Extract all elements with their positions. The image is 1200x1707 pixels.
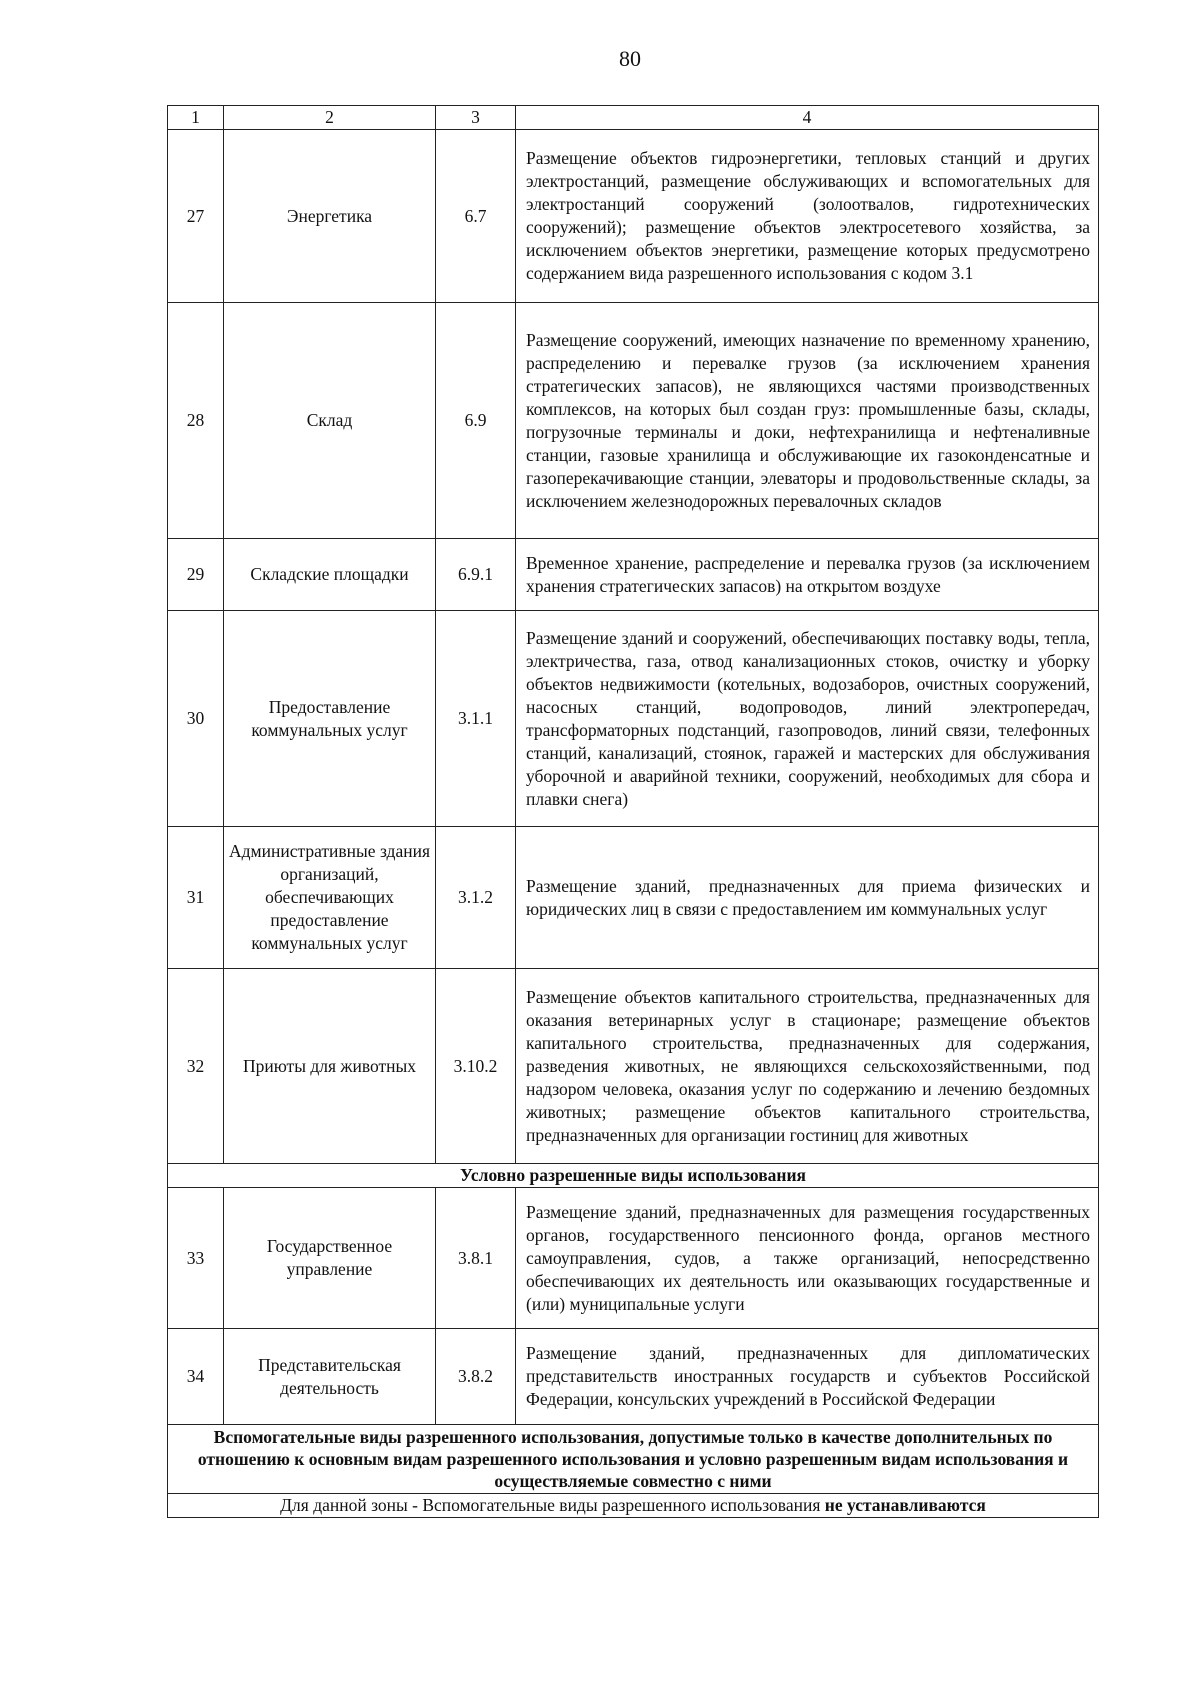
use-type-code: 3.10.2 <box>436 969 516 1164</box>
column-number-3: 3 <box>436 106 516 130</box>
table-row <box>168 130 1099 303</box>
use-type-description: Размещение зданий, предназначенных для размещения государственных органов, государственного пенсионного фонда, органов местного самоуправления, судов, а также организаций, непосредственно обеспечивающих их деятельность или оказывающих государственные и (или) муниципальные услуги <box>516 1188 1099 1329</box>
table-row <box>168 1329 1099 1425</box>
row-number: 33 <box>168 1188 224 1329</box>
use-type-description: Размещение сооружений, имеющих назначение по временному хранению, распределению и перевалке грузов (за исключением хранения стратегических запасов), не являющихся частями производственных комплексов, на которых был создан груз: промышленные базы, склады, погрузочные терминалы и доки, нефтехранилища и нефтеналивные станции, газовые хранилища и обслуживающие их газоконденсатные и газоперекачивающие станции, элеваторы и продовольственные склады, за исключением железнодорожных перевалочных складов <box>516 303 1099 539</box>
section-header-row <box>168 1164 1099 1188</box>
use-type-name: Предоставление коммунальных услуг <box>224 611 436 827</box>
use-type-name: Административные здания организаций, обеспечивающих предоставление коммунальных услуг <box>224 827 436 969</box>
table-row <box>168 827 1099 969</box>
use-type-description: Размещение зданий, предназначенных для приема физических и юридических лиц в связи с предоставлением им коммунальных услуг <box>516 827 1099 969</box>
use-type-description: Размещение зданий и сооружений, обеспечивающих поставку воды, тепла, электричества, газа, отвод канализационных стоков, очистку и уборку объектов недвижимости (котельных, водозаборов, очистных сооружений, насосных станций, водопроводов, линий электропередач, трансформаторных подстанций, газопроводов, линий связи, телефонных станций, канализаций, стоянок, гаражей и мастерских для обслуживания уборочной и аварийной техники, сооружений, необходимых для сбора и плавки снега) <box>516 611 1099 827</box>
use-type-name: Энергетика <box>224 130 436 303</box>
table-row <box>168 303 1099 539</box>
table-row <box>168 969 1099 1164</box>
use-type-description: Размещение объектов гидроэнергетики, тепловых станций и других электростанций, размещение обслуживающих и вспомогательных для электростанций сооружений (золоотвалов, гидротехнических сооружений); размещение объектов электросетевого хозяйства, за исключением объектов энергетики, размещение которых предусмотрено содержанием вида разрешенного использования с кодом 3.1 <box>516 130 1099 303</box>
use-type-code: 3.1.2 <box>436 827 516 969</box>
use-type-code: 3.8.2 <box>436 1329 516 1425</box>
use-type-name: Государственное управление <box>224 1188 436 1329</box>
footer-note <box>168 1494 1099 1518</box>
use-type-name: Склад <box>224 303 436 539</box>
row-number: 32 <box>168 969 224 1164</box>
table-row <box>168 611 1099 827</box>
table-header-row <box>168 106 1099 130</box>
use-type-code: 6.9 <box>436 303 516 539</box>
column-number-2: 2 <box>224 106 436 130</box>
use-type-description: Размещение зданий, предназначенных для дипломатических представительств иностранных государств и субъектов Российской Федерации, консульских учреждений в Российской Федерации <box>516 1329 1099 1425</box>
use-type-code: 6.7 <box>436 130 516 303</box>
use-type-description: Размещение объектов капитального строительства, предназначенных для оказания ветеринарных услуг в стационаре; размещение объектов капитального строительства, предназначенных для содержания, разведения животных, не являющихся сельскохозяйственными, под надзором человека, оказания услуг по содержанию и лечению бездомных животных; размещение объектов капитального строительства, предназначенных для организации гостиниц для животных <box>516 969 1099 1164</box>
row-number: 30 <box>168 611 224 827</box>
row-number: 27 <box>168 130 224 303</box>
land-use-table <box>167 105 1099 1518</box>
row-number: 34 <box>168 1329 224 1425</box>
use-type-name: Представительская деятельность <box>224 1329 436 1425</box>
table-row <box>168 1188 1099 1329</box>
use-type-name: Приюты для животных <box>224 969 436 1164</box>
use-type-code: 3.1.1 <box>436 611 516 827</box>
page-number: 80 <box>619 46 641 71</box>
use-type-description: Временное хранение, распределение и перевалка грузов (за исключением хранения стратегических запасов) на открытом воздухе <box>516 539 1099 611</box>
row-number: 28 <box>168 303 224 539</box>
footer-note-row <box>168 1494 1099 1518</box>
footer-note-text: Для данной зоны - Вспомогательные виды разрешенного использования <box>280 1495 825 1515</box>
row-number: 29 <box>168 539 224 611</box>
table-row <box>168 539 1099 611</box>
footer-note-emphasis: не устанавливаются <box>824 1495 986 1515</box>
row-number: 31 <box>168 827 224 969</box>
section-title-auxiliary: Вспомогательные виды разрешенного использования, допустимые только в качестве дополнительных по отношению к основным видам разрешенного использования и условно разрешенным видам использования и осуществляемые совместно с ними <box>168 1425 1099 1494</box>
use-type-code: 3.8.1 <box>436 1188 516 1329</box>
column-number-4: 4 <box>516 106 1099 130</box>
section-header-row <box>168 1425 1099 1494</box>
use-type-code: 6.9.1 <box>436 539 516 611</box>
column-number-1: 1 <box>168 106 224 130</box>
use-type-name: Складские площадки <box>224 539 436 611</box>
section-title-conditional: Условно разрешенные виды использования <box>168 1164 1099 1188</box>
